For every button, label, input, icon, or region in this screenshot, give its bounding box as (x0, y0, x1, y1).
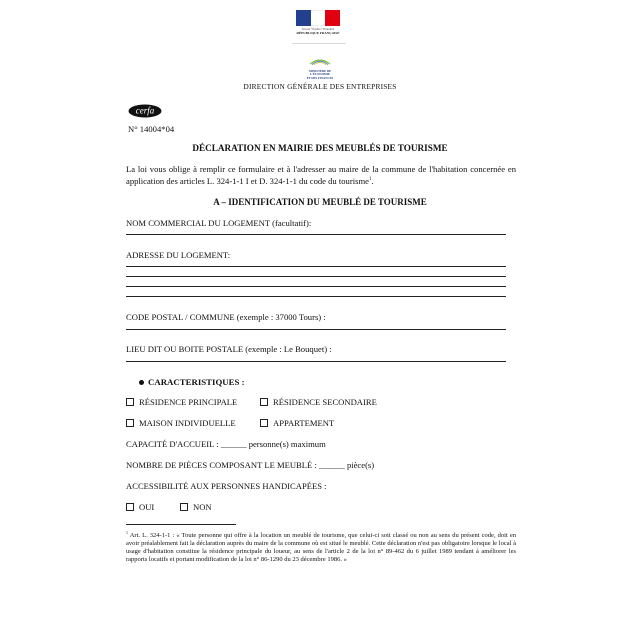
oui-option[interactable] (126, 502, 154, 512)
residence-secondaire-label: RÉSIDENCE SECONDAIRE (273, 397, 377, 407)
intro-text: La loi vous oblige à remplir ce formulaire et à l'adresser au maire de la commune de l'habitation concernée en application des articles L. 324-1-1 I et D. 324-1-1 du code du tourisme (126, 164, 516, 186)
cerfa-logo-text: cerfa (135, 105, 155, 116)
residence-principale-label: RÉSIDENCE PRINCIPALE (139, 397, 238, 407)
adresse-label: ADRESSE DU LOGEMENT: (126, 250, 231, 260)
section-a-title: A – IDENTIFICATION DU MEUBLÉ DE TOURISME (213, 197, 427, 207)
footnote-divider (126, 524, 236, 525)
ministere-arc-icon (309, 58, 331, 65)
adresse-input-line[interactable] (126, 266, 506, 267)
republique-francaise-logo (296, 10, 340, 40)
adresse-input-line[interactable] (126, 286, 506, 287)
ministere-line-2: ET DES FINANCES (306, 75, 334, 80)
maison-individuelle-label: MAISON INDIVIDUELLE (139, 418, 236, 428)
cerfa-number: N° 14004*04 (128, 124, 175, 134)
adresse-input-line[interactable] (126, 276, 506, 277)
cerfa-logo (128, 104, 162, 118)
appartement-option[interactable] (260, 418, 334, 428)
footnote (126, 529, 516, 564)
direction-heading: DIRECTION GÉNÉRALE DES ENTREPRISES (243, 82, 397, 91)
non-label: NON (193, 502, 212, 512)
maison-individuelle-checkbox[interactable] (126, 419, 134, 427)
nom-commercial-label: NOM COMMERCIAL DU LOGEMENT (facultatif): (126, 218, 312, 228)
accessibilite-label: ACCESSIBILITÉ AUX PERSONNES HANDICAPÉES : (126, 481, 327, 491)
bullet-icon (139, 380, 144, 385)
oui-checkbox[interactable] (126, 503, 134, 511)
non-checkbox[interactable] (180, 503, 188, 511)
pieces-row (126, 460, 374, 470)
header-divider (292, 43, 346, 44)
maison-individuelle-option[interactable] (126, 418, 236, 428)
residence-principale-checkbox[interactable] (126, 398, 134, 406)
capacite-unit: personne(s) maximum (248, 439, 326, 449)
intro-end: . (371, 175, 374, 186)
appartement-checkbox[interactable] (260, 419, 268, 427)
caracteristiques-heading: CARACTERISTIQUES : (148, 377, 245, 387)
nom-commercial-input-line[interactable] (126, 234, 506, 235)
capacite-input[interactable]: ______ (220, 439, 247, 449)
capacite-label: CAPACITÉ D'ACCUEIL : (126, 439, 219, 449)
residence-secondaire-option[interactable] (260, 397, 377, 407)
non-option[interactable] (180, 502, 212, 512)
residence-principale-option[interactable] (126, 397, 237, 407)
pieces-input[interactable]: ______ (319, 460, 345, 470)
lieu-dit-label: LIEU DIT OU BOITE POSTALE (exemple : Le Bouquet) : (126, 344, 332, 354)
adresse-input-line[interactable] (126, 296, 506, 297)
intro-paragraph (126, 164, 516, 186)
republique-name: RÉPUBLIQUE FRANÇAISE (296, 31, 340, 35)
oui-label: OUI (139, 502, 155, 512)
lieu-dit-input-line[interactable] (126, 361, 506, 362)
pieces-unit: pièce(s) (346, 460, 375, 470)
footnote-marker: 1 (126, 530, 128, 535)
ministere-logo (300, 52, 340, 80)
appartement-label: APPARTEMENT (273, 418, 335, 428)
capacite-row (126, 439, 326, 449)
pieces-label: NOMBRE DE PIÈCES COMPOSANT LE MEUBLÉ : (126, 460, 317, 470)
form-title: DÉCLARATION EN MAIRIE DES MEUBLÉS DE TOURISME (192, 143, 448, 153)
residence-secondaire-checkbox[interactable] (260, 398, 268, 406)
code-postal-label: CODE POSTAL / COMMUNE (exemple : 37000 Tours) : (126, 312, 326, 322)
republique-motto: Liberté • Égalité • Fraternité (301, 28, 335, 31)
footnote-text: Art. L. 324-1-1 : « Toute personne qui offre à la location un meublé de tourisme, que celui-ci soit classé ou non au sens du présent code, doit en avoir préalablement fait la déclaration auprès du maire de la commune où est situé le meublé. Cette déclaration n'est pas obligatoire lorsque le local à usage d'habitation constitue la résidence principale du loueur, au sens de l'article 2 de la loi n° 89-462 du 6 juillet 1989 tendant à améliorer les rapports locatifs et portant modification de la loi n° 86-1290 du 23 décembre 1986. » (126, 532, 516, 564)
ministere-line-1: MINISTÈRE DE L'ÉCONOMIE (308, 69, 332, 77)
footnote-ref[interactable]: 1 (368, 176, 372, 182)
tricolor-flag-icon (296, 10, 340, 26)
code-postal-input-line[interactable] (126, 329, 506, 330)
